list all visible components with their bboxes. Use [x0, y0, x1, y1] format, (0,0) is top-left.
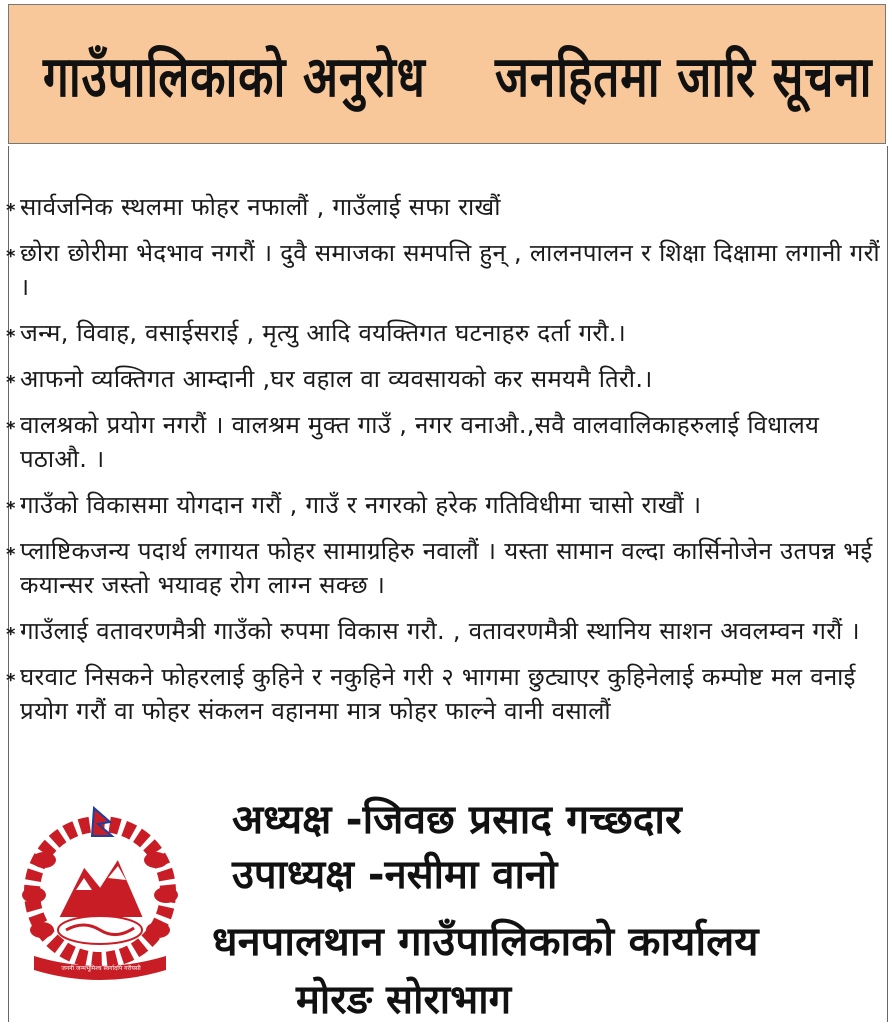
notice-text: घरवाट निसकने फोहरलाई कुहिने र नकुहिने गरी २ भागमा छुट्याएर कुहिनेलाई कम्पोष्ट मल वनाई प्रयोग गरौं वा फोहर संकलन वहानमा मात्र फोहर फाल्ने वानी वसालौं [20, 663, 856, 725]
list-item [6, 614, 886, 648]
chairperson-name: अध्यक्ष -जिवछ प्रसाद गच्छदार [232, 797, 682, 843]
municipality-office-name: धनपालथान गाउँपालिकाको कार्यालय [212, 919, 759, 965]
list-item [6, 190, 886, 224]
office-location: मोरङ सोराभाग [296, 977, 512, 1023]
notice-list [6, 190, 886, 740]
list-item [6, 534, 886, 602]
nepal-government-emblem-icon [14, 800, 186, 990]
asterisk-bullet-icon: * [6, 498, 16, 519]
asterisk-bullet-icon: * [6, 372, 16, 393]
asterisk-bullet-icon: * [6, 246, 16, 267]
asterisk-bullet-icon: * [6, 544, 16, 565]
list-item [6, 362, 886, 396]
notice-text: आफनो व्यक्तिगत आम्दानी ,घर वहाल वा व्यवसायको कर समयमै तिरौ.। [20, 365, 653, 393]
asterisk-bullet-icon: * [6, 200, 16, 221]
notice-text: सार्वजनिक स्थलमा फोहर नफालौं , गाउँलाई सफा राखौं [20, 193, 501, 221]
emblem-motto: जननी जन्मभूमिश्च स्वर्गादपि गरीयसी [61, 965, 141, 972]
notice-text: छोरा छोरीमा भेदभाव नगरौं । दुवै समाजका समपत्ति हुन् , लालनपालन र शिक्षा दिक्षामा लगानी गरौं । [20, 239, 880, 301]
list-item [6, 236, 886, 304]
list-item [6, 660, 886, 728]
asterisk-bullet-icon: * [6, 326, 16, 347]
asterisk-bullet-icon: * [6, 418, 16, 439]
list-item [6, 408, 886, 476]
notice-text: वालश्रको प्रयोग नगरौं । वालश्रम मुक्त गाउँ , नगर वनाऔ.,सवै वालवालिकाहरुलाई विधालय पठाऔ. । [20, 411, 820, 473]
vice-chairperson-name: उपाध्यक्ष -नसीमा वानो [232, 852, 558, 898]
header-title-public-notice: जनहितमा जारि सूचना [495, 45, 873, 110]
header-title-request: गाउँपालिकाको अनुरोध [43, 45, 426, 110]
list-item [6, 316, 886, 350]
list-item [6, 488, 886, 522]
notice-text: गाउँको विकासमा योगदान गरौं , गाउँ र नगरको हरेक गतिविधीमा चासो राखौं । [20, 491, 702, 519]
asterisk-bullet-icon: * [6, 624, 16, 645]
header-banner [8, 4, 886, 144]
notice-text: प्लाष्टिकजन्य पदार्थ लगायत फोहर सामाग्रहिरु नवालौं । यस्ता सामान वल्दा कार्सिनोजेन उतपन्न भई कयान्सर जस्तो भयावह रोग लाग्न सक्छ । [20, 537, 873, 599]
notice-text: गाउँलाई वतावरणमैत्री गाउँको रुपमा विकास गरौ. , वतावरणमैत्री स्थानिय साशन अवलम्वन गरौं । [20, 617, 860, 645]
asterisk-bullet-icon: * [6, 670, 16, 691]
notice-text: जन्म, विवाह, वसाईसराई , मृत्यु आदि वयक्तिगत घटनाहरु दर्ता गरौ.। [20, 319, 627, 347]
